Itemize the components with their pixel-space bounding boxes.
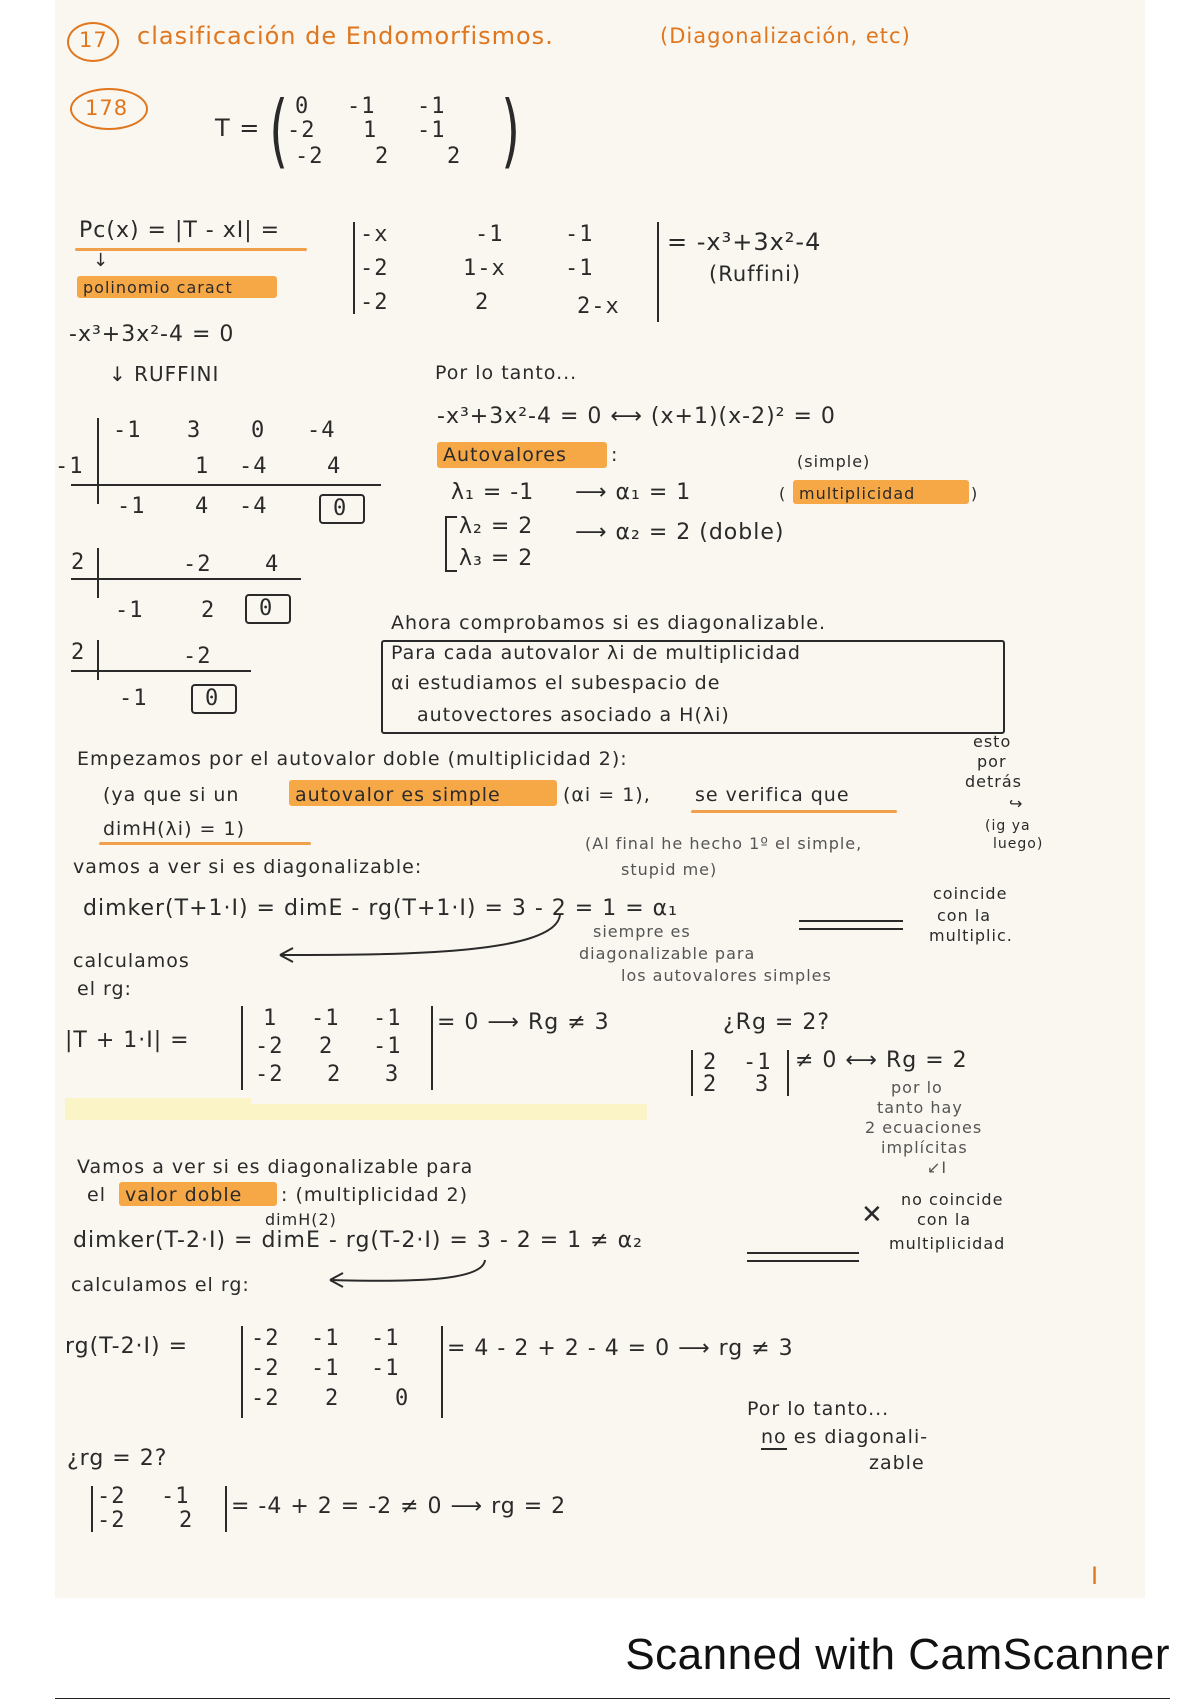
double-det-r2c2: 0 [395,1386,410,1411]
ruffini-hbar-3 [71,670,251,672]
ruffini-hbar-2 [71,578,301,580]
double-first-line2b: (αi = 1), [563,784,651,806]
double-check-dimH: dimH(2) [265,1210,337,1229]
simple-det-r2c2: 3 [385,1062,400,1087]
conclusion-1: Por lo tanto... [747,1398,890,1420]
faint-highlight-1 [65,1098,251,1120]
rg-question-1: ¿Rg = 2? [723,1010,831,1035]
double-det-right-bar [441,1326,443,1418]
ruffini-r4-0: -2 [183,552,212,577]
matrix-T-r0c2: -1 [417,94,446,119]
double-det-r2c1: 2 [325,1386,340,1411]
cross-mark: ✕ [861,1200,884,1230]
ruffini-r2-0: 1 [195,454,210,479]
char-det-r0c1: -1 [475,222,504,247]
eigenvalue-2: λ₂ = 2 [459,514,534,539]
matrix-T-right-paren: ) [501,84,520,177]
footer-divider [55,1698,1170,1699]
ruffini-vbar-1 [97,418,99,504]
char-poly-note: polinomio caract [83,278,233,297]
verifica-underline [691,810,897,813]
eigen-intro: Por lo tanto... [435,362,578,384]
calc-rg-1: calculamos [73,950,190,972]
simple-det-r0c0: 1 [263,1006,278,1031]
rg-question-2: ¿rg = 2? [67,1446,168,1471]
multiplicidad-close-paren: ) [971,484,979,503]
eigen-factored: -x³+3x²-4 = 0 ⟷ (x+1)(x-2)² = 0 [437,404,836,429]
double-calc-rg: calculamos el rg: [71,1274,250,1296]
ruffini-r3-0: -1 [117,494,146,519]
implicit-note-3: 2 ecuaciones [865,1118,983,1137]
simple-det-left-bar [241,1006,243,1090]
ruffini-r3-1: 4 [195,494,210,519]
simple-det-right-bar [431,1006,433,1090]
double-det-rhs: = 4 - 2 + 2 - 4 = 0 ⟶ rg ≠ 3 [447,1336,794,1361]
char-poly-arrow: ↓ [93,250,110,271]
multiplicidad-label: multiplicidad [799,484,916,503]
minor2-right-bar [225,1486,227,1532]
ruffini-root-1: -1 [55,454,84,479]
simple-det-r1c1: 2 [319,1034,334,1059]
minor2-rhs: = -4 + 2 = -2 ≠ 0 ⟶ rg = 2 [231,1494,567,1519]
double-check-line2-hl: valor doble [125,1184,243,1206]
curved-arrow-2 [325,1256,505,1292]
char-det-r2c2: 2-x [577,294,620,319]
side-note-3: detrás [965,772,1022,791]
implicit-note-4: implícitas [881,1138,968,1157]
eigen-label-colon: : [611,444,619,466]
eigen-label: Autovalores [443,444,567,466]
matrix-T-r2c0: -2 [295,144,324,169]
simple-det-r1c2: -1 [373,1034,402,1059]
multiplicidad-open-paren: ( [779,484,787,503]
double-first-line3: dimH(λi) = 1) [103,818,245,840]
ruffini-hbar-1 [71,484,381,486]
coincide-1: coincide [933,884,1008,903]
char-det-r1c1: 1-x [463,256,506,281]
page-title: clasificación de Endomorfismos. [137,22,554,50]
char-det-right-bar [657,222,659,322]
check-box-line1: Para cada autovalor λi de multiplicidad [391,642,801,664]
side-note-5: (ig ya [985,818,1031,834]
char-det-r0c0: -x [360,222,389,247]
double-det-left-bar [241,1326,243,1418]
double-det-lhs: rg(T-2·I) = [65,1334,189,1359]
ruffini-r1-0: -1 [113,418,142,443]
conclusion-3: zable [869,1452,925,1474]
side-note-4: ↪ [1009,794,1024,813]
alpha2-underline-2 [747,1260,859,1262]
ruffini-arrow-label: ↓ RUFFINI [109,362,220,386]
simple-check-eq: dimker(T+1·I) = dimE - rg(T+1·I) = 3 - 2 = 1 = α₁ [83,896,678,921]
exercise-number: 178 [85,96,129,120]
eigenvalue-bracket [445,516,457,572]
ruffini-equation: -x³+3x²-4 = 0 [69,322,235,347]
char-poly-rhs-note: (Ruffini) [709,262,802,286]
simple-det-r0c2: -1 [373,1006,402,1031]
alpha1-underline-2 [799,928,903,930]
page-mark: I [1091,1562,1100,1590]
simple-check-aside2: stupid me) [621,860,718,879]
char-poly-lhs: Pc(x) = |T - xI| = [79,218,281,243]
matrix-T-label: T = [215,114,261,142]
always-1: siempre es [593,922,691,941]
simple-det-r2c0: -2 [255,1062,284,1087]
minor2-r0c0: -2 [97,1484,126,1509]
char-det-r2c0: -2 [360,290,389,315]
scanner-footer [0,1610,1200,1700]
ruffini-vbar-2 [97,548,99,598]
ruffini-r5-0: -1 [115,598,144,623]
char-det-left-bar [353,222,355,314]
side-note-1: esto [973,732,1012,751]
double-det-r1c2: -1 [371,1356,400,1381]
minor1-rhs: ≠ 0 ⟷ Rg = 2 [795,1048,968,1073]
coincide-3: multiplic. [929,926,1013,945]
double-det-r0c2: -1 [371,1326,400,1351]
double-det-r2c0: -2 [251,1386,280,1411]
ruffini-r1-1: 3 [187,418,202,443]
matrix-T-r1c1: 1 [363,118,378,143]
double-check-line1: Vamos a ver si es diagonalizable para [77,1156,474,1178]
char-det-r1c0: -2 [360,256,389,281]
ruffini-r5-2: 0 [259,596,274,621]
ruffini-r2-2: 4 [327,454,342,479]
ruffini-r7-1: 0 [205,686,220,711]
no-coincide-3: multiplicidad [889,1234,1006,1253]
minor1-r0c1: -1 [743,1050,772,1075]
matrix-T-r0c0: 0 [295,94,310,119]
double-first-line2-hl: autovalor es simple [295,784,501,806]
check-box-line2: αi estudiamos el subespacio de [391,672,721,694]
char-poly-underline [75,248,307,251]
minor2-r1c0: -2 [97,1508,126,1533]
ruffini-root-3: 2 [71,640,86,665]
minor1-r1c0: 2 [703,1072,718,1097]
notebook-page [55,0,1145,1598]
eigenvalue-3: λ₃ = 2 [459,546,534,571]
no-coincide-2: con la [917,1210,972,1229]
dimH-underline [99,842,311,845]
check-intro: Ahora comprobamos si es diagonalizable. [391,612,827,634]
coincide-2: con la [937,906,992,925]
matrix-T-r2c2: 2 [447,144,462,169]
multiplicity-2: ⟶ α₂ = 2 (doble) [575,520,785,545]
calc-rg-2: el rg: [77,978,132,1000]
implicit-note-5: ↙I [927,1158,948,1177]
ruffini-vbar-3 [97,640,99,680]
char-poly-rhs: = -x³+3x²-4 [667,228,822,256]
minor2-r1c1: 2 [179,1508,194,1533]
matrix-T-left-paren: ( [269,84,288,177]
conclusion-2: no es diagonali- [761,1426,929,1448]
char-det-r0c2: -1 [565,222,594,247]
simple-check-aside1: (Al final he hecho 1º el simple, [585,834,863,853]
page-subtitle: (Diagonalización, etc) [660,24,911,48]
double-first-line1: Empezamos por el autovalor doble (multiplicidad 2): [77,748,628,770]
simple-det-r0c1: -1 [311,1006,340,1031]
minor1-right-bar [787,1050,789,1096]
minor1-r1c1: 3 [755,1072,770,1097]
alpha1-underline-1 [799,920,903,922]
eigenvalue-1: λ₁ = -1 [451,480,535,505]
simple-check-line1: vamos a ver si es diagonalizable: [73,856,423,878]
ruffini-root-2: 2 [71,550,86,575]
matrix-T-r0c1: -1 [347,94,376,119]
ruffini-r1-3: -4 [307,418,336,443]
double-det-r0c1: -1 [311,1326,340,1351]
double-det-r1c0: -2 [251,1356,280,1381]
multiplicity-1: ⟶ α₁ = 1 [575,480,692,505]
double-check-eq: dimker(T-2·I) = dimE - rg(T-2·I) = 3 - 2 = 1 ≠ α₂ [73,1228,643,1253]
ruffini-r7-0: -1 [119,686,148,711]
always-3: los autovalores simples [621,966,832,985]
double-first-line2a: (ya que si un [103,784,240,806]
double-check-line2b: : (multiplicidad 2) [281,1184,469,1206]
char-det-r1c2: -1 [565,256,594,281]
matrix-T-r2c1: 2 [375,144,390,169]
curved-arrow-1 [275,910,575,970]
ruffini-r4-1: 4 [265,552,280,577]
matrix-T-r1c2: -1 [417,118,446,143]
minor1-r0c0: 2 [703,1050,718,1075]
side-note-6: luego) [993,836,1044,852]
faint-highlight-2 [251,1104,647,1120]
check-box-line3: autovectores asociado a H(λi) [417,704,730,726]
minor2-r0c1: -1 [161,1484,190,1509]
alpha2-underline-1 [747,1252,859,1254]
minor1-left-bar [691,1050,693,1096]
minor2-left-bar [91,1486,93,1532]
matrix-T-r1c0: -2 [287,118,316,143]
simple-det-lhs: |T + 1·I| = [65,1028,190,1053]
double-check-line2a: el [87,1184,106,1206]
ruffini-r1-2: 0 [251,418,266,443]
scanner-watermark-text: Scanned with CamScanner [625,1630,1170,1679]
double-first-line2c: se verifica que [695,784,850,806]
ruffini-r6-0: -2 [183,644,212,669]
no-coincide-1: no coincide [901,1190,1004,1209]
double-det-r0c0: -2 [251,1326,280,1351]
simple-det-rhs: = 0 ⟶ Rg ≠ 3 [437,1010,610,1035]
implicit-note-2: tanto hay [877,1098,963,1117]
ruffini-r3-2: -4 [239,494,268,519]
simple-det-r1c0: -2 [255,1034,284,1059]
always-2: diagonalizable para [579,944,756,963]
section-number: 17 [79,28,108,52]
implicit-note-1: por lo [891,1078,943,1097]
side-note-2: por [977,752,1007,771]
double-det-r1c1: -1 [311,1356,340,1381]
simple-det-r2c1: 2 [327,1062,342,1087]
no-underline [761,1448,787,1450]
char-det-r2c1: 2 [475,290,490,315]
ruffini-r2-1: -4 [239,454,268,479]
ruffini-r5-1: 2 [201,598,216,623]
ruffini-r3-3: 0 [333,496,348,521]
simple-note: (simple) [797,452,871,471]
